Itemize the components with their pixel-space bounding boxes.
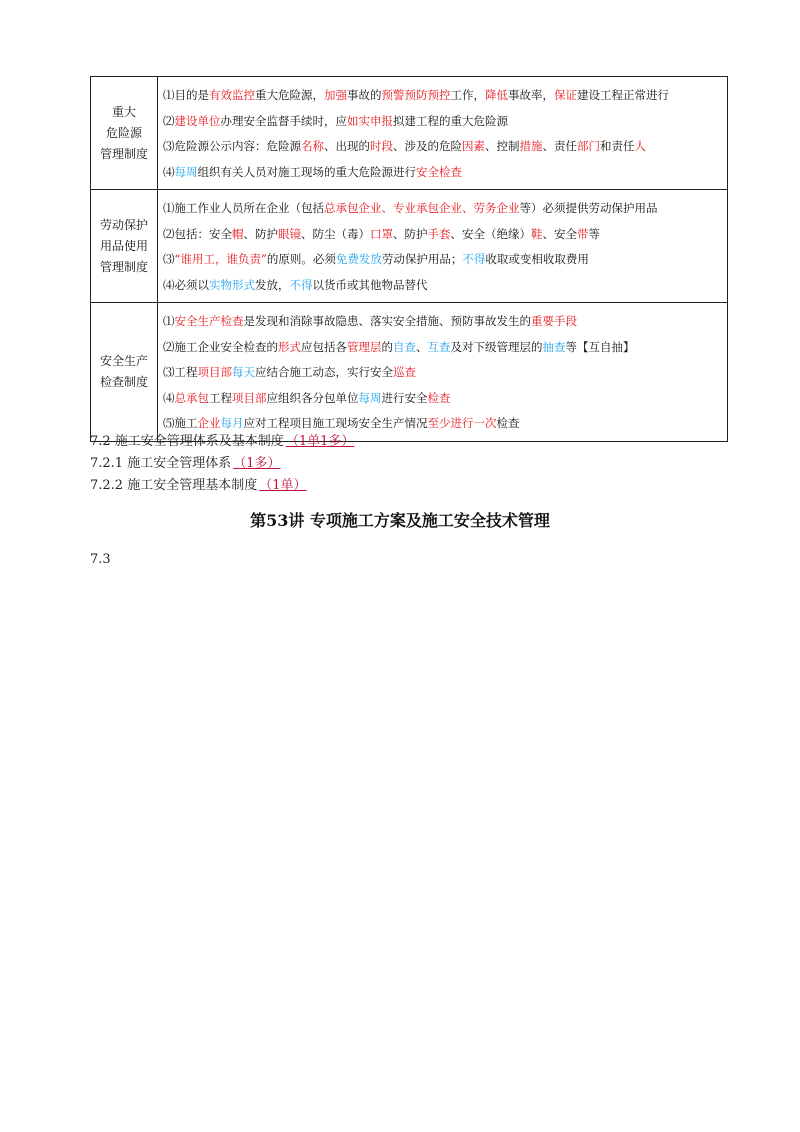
text-segment: ⑸施工 <box>163 416 198 430</box>
text-segment: ⑷ <box>163 164 175 179</box>
section-tag: （1多） <box>233 456 281 471</box>
rule-line <box>163 109 727 135</box>
text-segment: 发放， <box>255 277 290 292</box>
emphasis-red: 有效监控 <box>209 88 255 102</box>
text-segment: 、安全（绝缘） <box>450 226 531 241</box>
section-heading-7-2-2: 7.2.2 施工安全管理基本制度 （1单） <box>90 478 307 493</box>
emphasis-red: 建设单位 <box>174 113 221 128</box>
text-segment: 、防护 <box>393 226 428 241</box>
emphasis-red: 部门 <box>577 139 600 153</box>
text-segment: 和责任 <box>600 139 635 153</box>
text-segment: ⑶危险源公示内容：危险源 <box>163 139 301 153</box>
table-row <box>91 190 728 303</box>
text-segment: 等 <box>588 226 600 241</box>
text-segment: 应结合施工动态，实行安全 <box>255 365 393 379</box>
safety-rules-table <box>90 76 728 442</box>
text-segment: 、安全 <box>542 226 577 241</box>
text-segment: 办理安全监督手续时，应 <box>220 113 347 128</box>
text-segment: 应对工程项目施工现场安全生产情况 <box>243 416 428 430</box>
section-heading-7-2-1: 7.2.1 施工安全管理体系 （1多） <box>90 456 281 471</box>
row-items <box>158 77 728 190</box>
row-items <box>158 190 728 303</box>
text-segment: 的原则。必须 <box>266 252 336 266</box>
section-heading-7-2: 7.2 施工安全管理体系及基本制度 （1单1多） <box>90 434 355 449</box>
text-segment: 组织有关人员对施工现场的重大危险源进行 <box>197 164 416 179</box>
emphasis-red: 管理层 <box>347 339 382 354</box>
text-segment: 工程 <box>209 390 232 405</box>
emphasis-blue: 每月 <box>220 416 244 430</box>
text-segment: ⑶工程 <box>163 365 198 379</box>
text-segment: 是发现和消除事故隐患、落实安全措施、预防事故发生的 <box>243 314 531 328</box>
text-segment: 收取或变相收取费用 <box>485 252 589 266</box>
rule-line <box>163 335 727 361</box>
text-segment: 等）必须提供劳动保护用品 <box>519 201 658 215</box>
emphasis-blue: 互查 <box>427 339 451 354</box>
emphasis-blue: 自查 <box>393 339 416 354</box>
text-segment: ⑴ <box>163 314 175 328</box>
table-row <box>91 77 728 190</box>
rule-line <box>163 222 727 248</box>
emphasis-red: 手套 <box>427 226 451 241</box>
rule-line <box>163 196 727 222</box>
lecture-title: 第53讲 专项施工方案及施工安全技术管理 <box>250 511 550 530</box>
row-category: 重大 危险源 管理制度 <box>91 77 158 190</box>
row-category: 劳动保护 用品使用 管理制度 <box>91 190 158 303</box>
rule-line <box>163 83 727 109</box>
rule-line <box>163 134 727 160</box>
text-segment: 事故率， <box>508 88 554 102</box>
text-segment: ⑴施工作业人员所在企业（包括 <box>163 201 324 215</box>
emphasis-red: “谁用工，谁负责” <box>174 252 267 266</box>
emphasis-red: 项目部 <box>197 365 232 379</box>
emphasis-blue: 每周 <box>174 164 198 179</box>
emphasis-blue: 每天 <box>232 365 255 379</box>
emphasis-red: 重要手段 <box>531 314 577 328</box>
text-segment: 及对下级管理层的 <box>450 339 543 354</box>
emphasis-red: 措施 <box>519 139 543 153</box>
text-segment: 工作， <box>450 88 485 102</box>
emphasis-red: 鞋 <box>531 226 543 241</box>
emphasis-red: 保证 <box>554 88 577 102</box>
text-segment: 事故的 <box>347 88 382 102</box>
row-category: 安全生产 检查制度 <box>91 303 158 442</box>
emphasis-red: 帽 <box>232 226 244 241</box>
rule-line <box>163 386 727 412</box>
emphasis-red: 如实申报 <box>347 113 393 128</box>
emphasis-red: 预警预防预控 <box>381 88 451 102</box>
text-segment: 以货币或其他物品替代 <box>312 277 428 292</box>
emphasis-red: 至少进行一次 <box>427 416 497 430</box>
rule-line <box>163 247 727 273</box>
text-segment: 、出现的 <box>324 139 370 153</box>
text-segment: 拟建工程的重大危险源 <box>393 113 508 128</box>
emphasis-blue: 抽查 <box>542 339 566 354</box>
text-segment: ⑵ <box>163 113 175 128</box>
emphasis-red: 口罩 <box>370 226 393 241</box>
emphasis-red: 加强 <box>324 88 347 102</box>
text-segment: 建设工程正常进行 <box>577 88 669 102</box>
text-segment: 检查 <box>496 416 520 430</box>
emphasis-red: 人 <box>634 139 646 153</box>
emphasis-red: 眼镜 <box>278 226 301 241</box>
emphasis-red: 巡查 <box>393 365 416 379</box>
emphasis-red: 带 <box>577 226 589 241</box>
text-segment: 、 <box>416 339 428 354</box>
emphasis-red: 降低 <box>485 88 508 102</box>
row-items <box>158 303 728 442</box>
text-segment: ⑷ <box>163 390 175 405</box>
text-segment: 应包括各 <box>301 339 347 354</box>
text-segment: 进行安全 <box>381 390 428 405</box>
text-segment: ⑴目的是 <box>163 88 209 102</box>
text-segment: ⑷必须以 <box>163 277 209 292</box>
emphasis-red: 形式 <box>278 339 301 354</box>
rule-line <box>163 273 727 299</box>
table-row <box>91 303 728 442</box>
rule-line <box>163 360 727 386</box>
emphasis-red: 安全检查 <box>416 164 462 179</box>
text-segment: 、防护 <box>243 226 278 241</box>
text-segment: 的 <box>381 339 393 354</box>
emphasis-blue: 每周 <box>358 390 382 405</box>
emphasis-red: 企业 <box>197 416 221 430</box>
text-segment: 等【互自抽】 <box>565 339 635 354</box>
text-segment: 、涉及的危险 <box>393 139 462 153</box>
rule-line <box>163 160 727 186</box>
emphasis-red: 总承包 <box>174 390 209 405</box>
emphasis-red: 项目部 <box>232 390 267 405</box>
emphasis-blue: 实物形式 <box>209 277 255 292</box>
text-segment: 重大危险源， <box>255 88 324 102</box>
emphasis-red: 安全生产检查 <box>174 314 244 328</box>
emphasis-blue: 免费发放 <box>335 252 382 266</box>
emphasis-red: 名称 <box>301 139 324 153</box>
emphasis-red: 总承包企业、专业承包企业、劳务企业 <box>324 201 520 215</box>
emphasis-red: 因素 <box>462 139 485 153</box>
emphasis-blue: 不得 <box>462 252 486 266</box>
text-segment: ⑶ <box>163 252 175 266</box>
section-tag: （1单） <box>259 478 307 493</box>
text-segment: 、控制 <box>485 139 520 153</box>
text-segment: ⑵施工企业安全检查的 <box>163 339 278 354</box>
section-heading-7-3: 7.3 <box>90 552 111 567</box>
text-segment: 应组织各分包单位 <box>266 390 359 405</box>
emphasis-red: 检查 <box>427 390 451 405</box>
rule-line <box>163 309 727 335</box>
emphasis-blue: 不得 <box>289 277 313 292</box>
section-tag: （1单1多） <box>285 434 355 449</box>
text-segment: 劳动保护用品； <box>381 252 463 266</box>
text-segment: 、责任 <box>542 139 577 153</box>
text-segment: ⑵包括：安全 <box>163 226 232 241</box>
emphasis-red: 时段 <box>370 139 393 153</box>
text-segment: 、防尘（毒） <box>301 226 370 241</box>
